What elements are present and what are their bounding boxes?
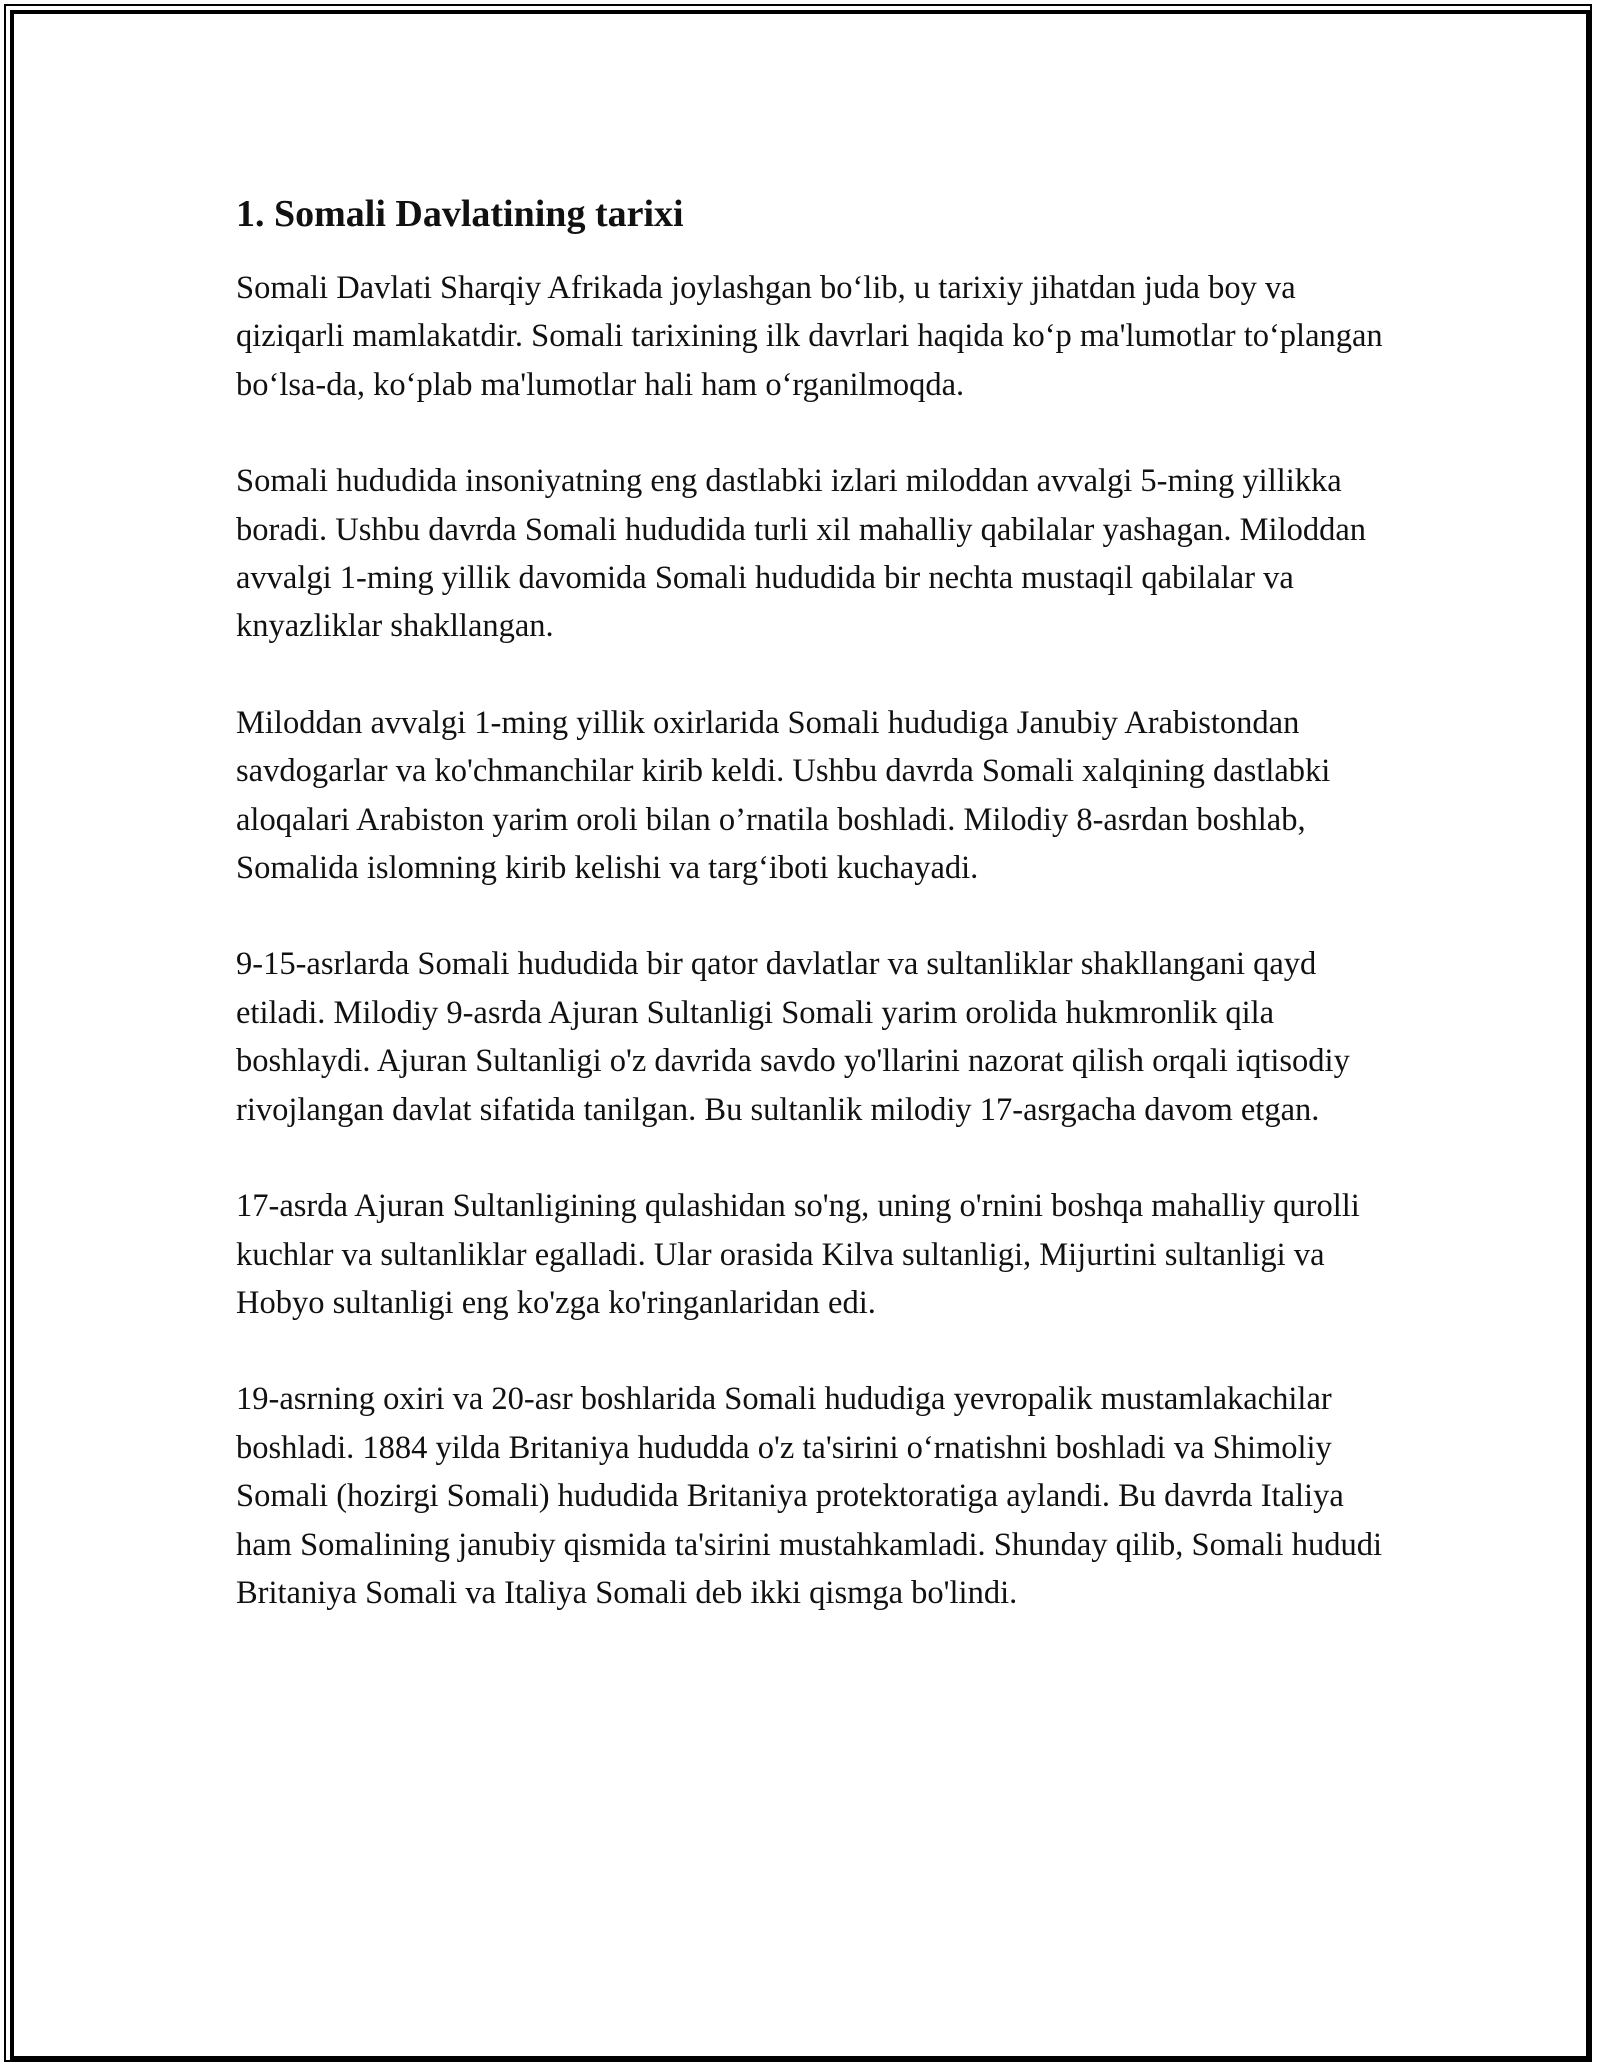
paragraph-arabian-contacts: Miloddan avvalgi 1-ming yillik oxirlarida Somali hududiga Janubiy Arabistondan savdogarlar va ko'chmanchilar kirib keldi. Ushbu davrda Somali xalqining dastlabki aloqalari Arabiston yarim oroli bilan o’rnatila boshladi. Milodiy 8-asrdan boshlab, Somalida islomning kirib kelishi va targ‘iboti kuchayadi. (236, 704, 1331, 887)
paragraph-after-ajuran: 17-asrda Ajuran Sultanligining qulashidan so'ng, uning o'rnini boshqa mahalliy qurolli kuchlar va sultanliklar egalladi. Ular orasida Kilva sultanligi, Mijurtini sultanligi va Hobyo sultanligi eng ko'zga ko'ringanlaridan edi. (236, 1188, 1360, 1321)
paragraph-sultanates: 9-15-asrlarda Somali hududida bir qator davlatlar va sultanliklar shakllangani qayd etiladi. Milodiy 9-asrda Ajuran Sultanligi Somali yarim orolida hukmronlik qila boshlaydi. Ajuran Sultanligi o'z davrida savdo yo'llarini nazorat qilish orqali iqtisodiy rivojlangan davlat sifatida tanilgan. Bu sultanlik milodiy 17-asrgacha davom etgan. (236, 946, 1350, 1128)
section-heading: 1. Somali Davlatining tarixi (236, 193, 684, 235)
paragraph-earliest-traces: Somali hududida insoniyatning eng dastlabki izlari miloddan avvalgi 5-ming yillikka boradi. Ushbu davrda Somali hududida turli xil mahalliy qabilalar yashagan. Miloddan avvalgi 1-ming yillik davomida Somali hududida bir nechta mustaqil qabilalar va knyazliklar shakllangan. (236, 463, 1367, 645)
paragraph-introduction: Somali Davlati Sharqiy Afrikada joylashgan bo‘lib, u tarixiy jihatdan juda boy va qiziqarli mamlakatdir. Somali tarixining ilk davrlari haqida ko‘p ma'lumotlar to‘plangan bo‘lsa-da, ko‘plab ma'lumotlar hali ham o‘rganilmoqda. (236, 270, 1383, 403)
document-body (236, 186, 1386, 1665)
paragraph-colonial-period: 19-asrning oxiri va 20-asr boshlarida Somali hududiga yevropalik mustamlakachilar boshladi. 1884 yilda Britaniya hududda o'z ta'sirini o‘rnatishni boshladi va Shimoliy Somali (hozirgi Somali) hududida Britaniya protektoratiga aylandi. Bu davrda Italiya ham Somalining janubiy qismida ta'sirini mustahkamladi. Shunday qilib, Somali hududi Britaniya Somali va Italiya Somali deb ikki qismga bo'lindi. (236, 1381, 1382, 1611)
